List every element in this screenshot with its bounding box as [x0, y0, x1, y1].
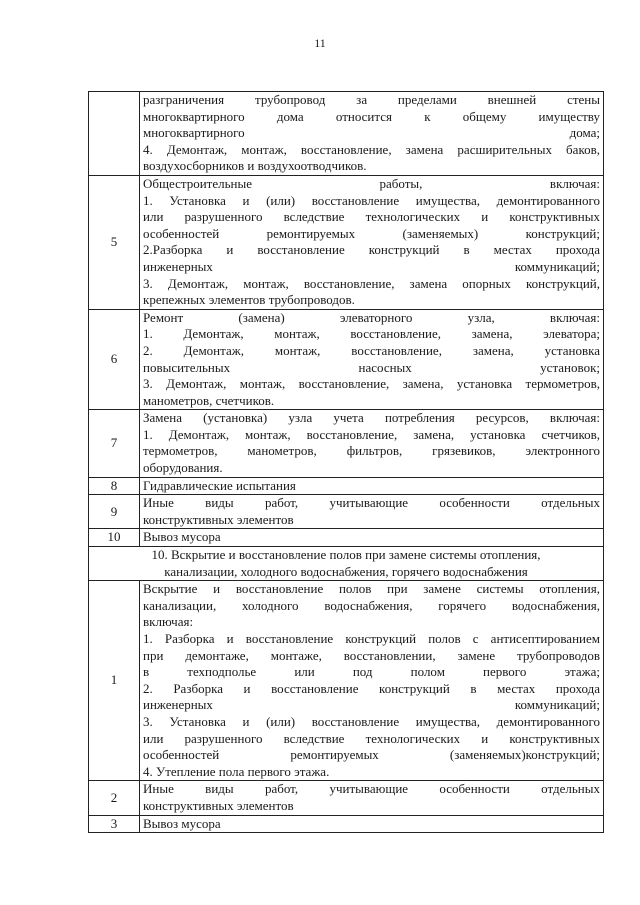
- description-line: воздухосборников и воздухоотводчиков.: [143, 158, 367, 174]
- description-line: 3. Установка и (или) восстановление имущества, демонтированного: [143, 713, 600, 729]
- row-number: 1: [89, 581, 140, 781]
- description-line: Гидравлические испытания: [143, 477, 296, 493]
- description-line: 2. Демонтаж, монтаж, восстановление, замена, установка: [143, 342, 600, 358]
- description-line: 3. Демонтаж, монтаж, восстановление, замена опорных конструкций,: [143, 275, 600, 291]
- row-description: [140, 410, 604, 477]
- table-row: [89, 495, 604, 529]
- row-number: 8: [89, 477, 140, 495]
- description-line: Иные виды работ, учитывающие особенности отдельных: [143, 495, 600, 511]
- description-line: при демонтаже, монтаже, восстановлении, замене трубопроводов: [143, 647, 600, 663]
- description-line: в техподполье или под полом первого этажа;: [143, 664, 600, 680]
- table-row: [89, 477, 604, 495]
- description-line: 1. Демонтаж, монтаж, восстановление, замена, установка счетчиков,: [143, 426, 600, 442]
- table-row: [89, 781, 604, 815]
- table-row: [89, 581, 604, 781]
- description-line: 4. Демонтаж, монтаж, восстановление, замена расширительных баков,: [143, 141, 600, 157]
- table-row: [89, 175, 604, 309]
- description-line: манометров, счетчиков.: [143, 392, 275, 408]
- row-description: [140, 781, 604, 815]
- row-description: [140, 529, 604, 547]
- description-line: Ремонт (замена) элеваторного узла, включая:: [143, 309, 600, 325]
- description-line: Вскрытие и восстановление полов при замене системы отопления,: [143, 581, 600, 597]
- table-row: [89, 92, 604, 176]
- row-description: [140, 477, 604, 495]
- row-number: 3: [89, 815, 140, 833]
- description-line: канализации, холодного водоснабжения, горячего водоснабжения,: [143, 597, 600, 613]
- row-number: 5: [89, 175, 140, 309]
- description-line: Иные виды работ, учитывающие особенности отдельных: [143, 781, 600, 797]
- description-line: Вывоз мусора: [143, 529, 221, 545]
- description-line: Вывоз мусора: [143, 815, 221, 831]
- description-line: 2. Разборка и восстановление конструкций в местах прохода: [143, 680, 600, 696]
- section-heading-row: [89, 547, 604, 581]
- description-line: 2.Разборка и восстановление конструкций в местах прохода: [143, 242, 600, 258]
- table-row: [89, 815, 604, 833]
- row-number: 10: [89, 529, 140, 547]
- description-line: 3. Демонтаж, монтаж, восстановление, замена, установка термометров,: [143, 376, 600, 392]
- row-description: [140, 495, 604, 529]
- description-line: включая:: [143, 614, 194, 630]
- description-line: особенностей ремонтируемых (заменяемых) конструкций;: [143, 225, 600, 241]
- row-number: 2: [89, 781, 140, 815]
- description-line: особенностей ремонтируемых (заменяемых)конструкций;: [143, 747, 600, 763]
- description-line: многоквартирного дома;: [143, 125, 600, 141]
- description-line: 1. Разборка и восстановление конструкций полов с антисептированием: [143, 631, 600, 646]
- description-line: Общестроительные работы, включая:: [143, 175, 600, 191]
- description-line: конструктивных элементов: [143, 797, 294, 813]
- table-row: [89, 309, 604, 410]
- description-line: разграничения трубопровод за пределами внешней стены: [143, 92, 600, 107]
- table-row: [89, 410, 604, 477]
- row-number: 7: [89, 410, 140, 477]
- description-line: крепежных элементов трубопроводов.: [143, 292, 355, 308]
- description-line: 4. Утепление пола первого этажа.: [143, 763, 330, 779]
- row-description: [140, 175, 604, 309]
- row-description: [140, 92, 604, 176]
- description-line: или разрушенного вследствие технологических и конструктивных: [143, 209, 600, 225]
- row-number: 6: [89, 309, 140, 410]
- description-line: 1. Демонтаж, монтаж, восстановление, замена, элеватора;: [143, 326, 600, 342]
- description-line: инженерных коммуникаций;: [143, 697, 600, 713]
- description-line: инженерных коммуникаций;: [143, 258, 600, 274]
- description-line: повысительных насосных установок;: [143, 359, 600, 375]
- row-number: 9: [89, 495, 140, 529]
- table-row: [89, 529, 604, 547]
- description-line: конструктивных элементов: [143, 511, 294, 527]
- description-line: многоквартирного дома относится к общему имуществу: [143, 108, 600, 124]
- section-heading: [89, 547, 604, 581]
- description-line: 1. Установка и (или) восстановление имущества, демонтированного: [143, 192, 600, 208]
- section-heading-line: канализации, холодного водоснабжения, горячего водоснабжения: [164, 563, 528, 579]
- row-description: [140, 815, 604, 833]
- description-line: оборудования.: [143, 460, 223, 476]
- row-description: [140, 581, 604, 781]
- page-number: 11: [314, 36, 326, 50]
- section-heading-line: 10. Вскрытие и восстановление полов при замене системы отопления,: [151, 547, 541, 563]
- description-line: термометров, манометров, фильтров, грязевиков, электронного: [143, 443, 600, 459]
- description-line: или разрушенного вследствие технологических и конструктивных: [143, 730, 600, 746]
- row-number: [89, 92, 140, 176]
- works-table-body: [89, 92, 604, 833]
- row-description: [140, 309, 604, 410]
- description-line: Замена (установка) узла учета потребления ресурсов, включая:: [143, 410, 600, 426]
- works-table: [88, 91, 604, 833]
